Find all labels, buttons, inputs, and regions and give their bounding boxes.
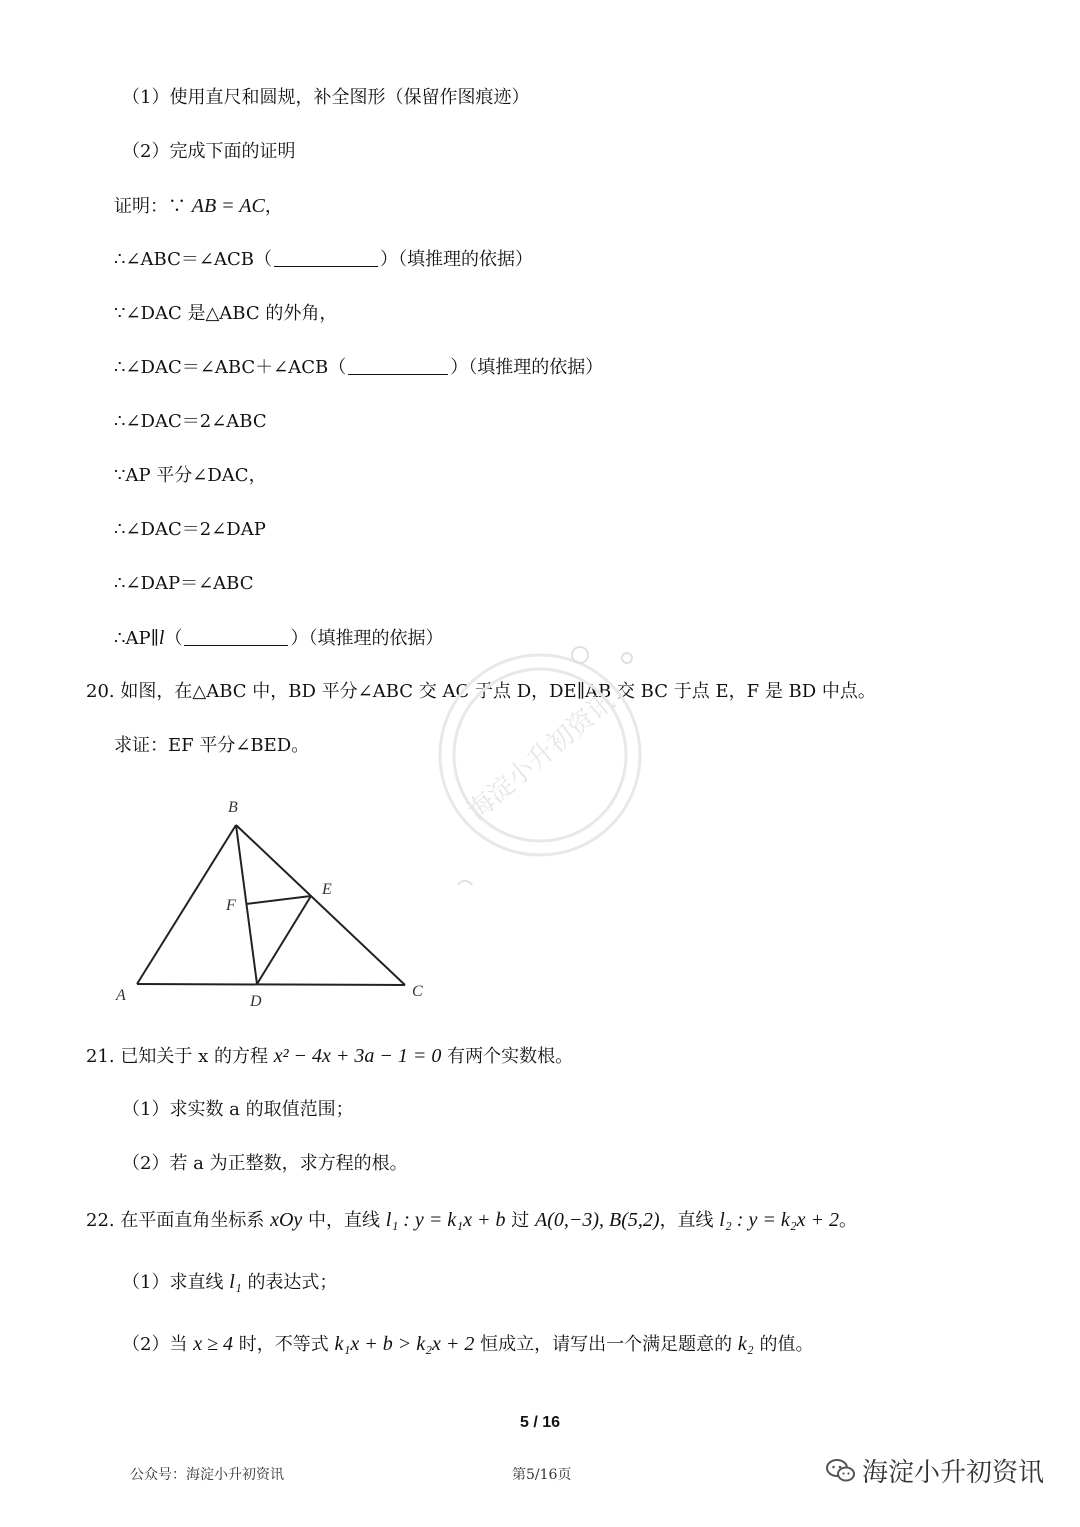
page-number: 5 / 16 xyxy=(519,1414,561,1431)
proof-line-8-a: ∴AP∥ xyxy=(114,628,159,649)
proof-line-7: ∴∠DAP＝∠ABC xyxy=(114,573,254,594)
q22-m4: l₂ : y = k₂x + 2 xyxy=(719,1209,840,1231)
proof-line-2: ∵∠DAC 是△ABC 的外角， xyxy=(114,303,338,324)
q22-text xyxy=(86,1208,857,1233)
proof-intro: 证明：∵ xyxy=(114,196,186,217)
proof-line-3 xyxy=(114,356,603,380)
q22-m1: xOy xyxy=(270,1209,303,1231)
segment-ac xyxy=(137,984,405,985)
q19-part1: （1）使用直尺和圆规，补全图形（保留作图痕迹） xyxy=(122,87,530,108)
watermark-seal xyxy=(410,625,670,885)
proof-line-0 xyxy=(114,194,283,219)
watermark-text: 海淀小升初资讯 xyxy=(461,686,621,827)
label-b: B xyxy=(228,799,238,816)
proof-line-1-a: ∴∠ABC＝∠ACB（ xyxy=(114,249,272,270)
q22-1b: 的表达式； xyxy=(247,1272,338,1293)
wechat-icon xyxy=(826,1458,856,1484)
label-e: E xyxy=(322,881,332,898)
proof-line-4: ∴∠DAC＝2∠ABC xyxy=(114,411,267,432)
proof-line-8 xyxy=(114,626,443,651)
q22-2m1: x ≥ 4 xyxy=(193,1333,234,1355)
q20-text: 20. 如图，在△ABC 中，BD 平分∠ABC 交 AC 于点 D，DE∥AB 交 BC 于点 E，F 是 BD 中点。 xyxy=(86,681,876,702)
label-f: F xyxy=(226,897,236,914)
segment-de xyxy=(257,896,311,984)
q20-prove: 求证：EF 平分∠BED。 xyxy=(114,735,310,756)
answer-blank-2[interactable] xyxy=(348,356,448,375)
label-c: C xyxy=(412,983,423,1000)
q22-c: 过 xyxy=(511,1210,530,1231)
proof-line-5: ∵AP 平分∠DAC， xyxy=(114,465,267,486)
q22-a: 22. 在平面直角坐标系 xyxy=(86,1210,265,1231)
proof-line-6: ∴∠DAC＝2∠DAP xyxy=(114,519,266,540)
q22-m2: l₁ : y = k₁x + b xyxy=(385,1209,506,1231)
q22-part1 xyxy=(122,1270,337,1295)
proof-line-8-c: ）（填推理的依据） xyxy=(290,628,444,649)
footer-account: 公众号：海淀小升初资讯 xyxy=(130,1467,284,1483)
answer-blank-1[interactable] xyxy=(274,248,378,267)
q22-b: 中，直线 xyxy=(308,1210,381,1231)
q22-2c: 恒成立，请写出一个满足题意的 xyxy=(480,1334,733,1355)
q22-2m3: k₂ xyxy=(737,1333,754,1355)
q22-e: 。 xyxy=(839,1210,858,1231)
footer-brand-text: 海淀小升初资讯 xyxy=(862,1458,1045,1488)
proof-intro-math: AB = AC xyxy=(191,195,265,217)
q22-2m2: k₁x + b > k₂x + 2 xyxy=(334,1333,475,1355)
q22-part2 xyxy=(122,1332,813,1357)
segment-bc xyxy=(236,825,405,985)
proof-line-8-b: （ xyxy=(164,628,183,649)
label-a: A xyxy=(116,987,126,1004)
q22-d: ，直线 xyxy=(659,1210,714,1231)
segment-ab xyxy=(137,825,236,984)
q22-2a: （2）当 xyxy=(122,1334,188,1355)
segment-fe xyxy=(246,896,311,904)
q21-text xyxy=(86,1044,573,1069)
proof-line-8-l: l xyxy=(158,627,165,649)
footer-brand xyxy=(826,1452,1044,1489)
proof-line-1-b: ）（填推理的依据） xyxy=(379,249,533,270)
q21-equation: x² − 4x + 3a − 1 = 0 xyxy=(273,1045,442,1067)
footer-page: 第5/16页 xyxy=(512,1467,572,1483)
q21-a: 21. 已知关于 x 的方程 xyxy=(86,1046,268,1067)
answer-blank-3[interactable] xyxy=(184,627,288,646)
q22-2b: 时，不等式 xyxy=(238,1334,329,1355)
triangle-figure xyxy=(100,790,440,1020)
label-d: D xyxy=(250,993,262,1010)
q21-part1: （1）求实数 a 的取值范围； xyxy=(122,1099,354,1120)
q19-part2: （2）完成下面的证明 xyxy=(122,141,296,162)
q21-part2: （2）若 a 为正整数，求方程的根。 xyxy=(122,1153,408,1174)
proof-line-3-a: ∴∠DAC＝∠ABC＋∠ACB（ xyxy=(114,357,347,378)
proof-intro-end: ， xyxy=(264,196,283,217)
proof-line-3-b: ）（填推理的依据） xyxy=(450,357,604,378)
q22-1m: l₁ xyxy=(229,1271,242,1293)
q22-1a: （1）求直线 xyxy=(122,1272,224,1293)
q22-2d: 的值。 xyxy=(759,1334,814,1355)
proof-line-1 xyxy=(114,248,533,272)
q22-m3: A(0,−3), B(5,2) xyxy=(534,1209,660,1231)
q21-b: 有两个实数根。 xyxy=(447,1046,574,1067)
